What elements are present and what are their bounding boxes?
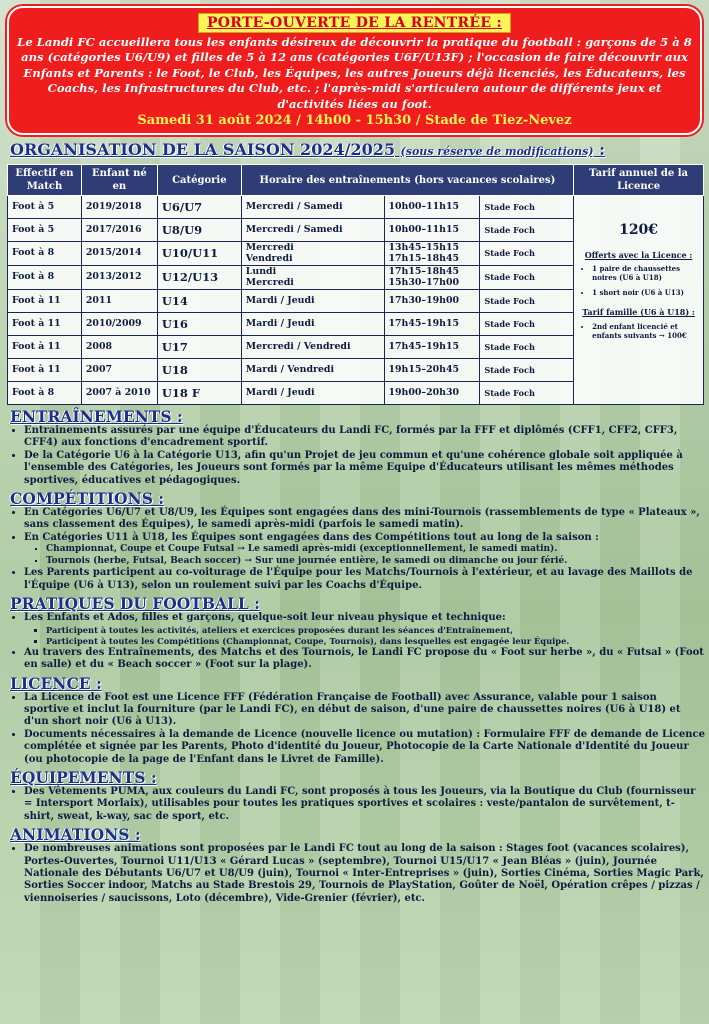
famille-list xyxy=(578,322,699,340)
season-title xyxy=(10,141,705,160)
cell-jours: Mercredi / Samedi xyxy=(241,219,384,242)
cell-heures: 19h15–20h45 xyxy=(384,359,480,382)
cell-lieu: Stade Foch xyxy=(480,266,574,290)
cell-categorie: U18 xyxy=(157,359,241,382)
season-title-suffix: : xyxy=(593,140,605,160)
cell-annee: 2008 xyxy=(81,336,157,359)
cell-annee: 2013/2012 xyxy=(81,266,157,290)
cell-effectif: Foot à 5 xyxy=(8,196,82,219)
table-body xyxy=(8,196,704,405)
cell-categorie: U18 F xyxy=(157,382,241,405)
cell-categorie: U6/U7 xyxy=(157,196,241,219)
cell-annee: 2007 xyxy=(81,359,157,382)
cell-annee: 2017/2016 xyxy=(81,219,157,242)
list-item: • Documents nécessaires à la demande de Licence (nouvelle licence ou mutation) : Formulaire FFF de demande de Licence complétée et signée par les Parents, Photo d'identité du Joueur, Photocopie de la Carte Nationale d'Identité du Joueur (ou photocopie de la page de l'Enfant dans le Livret de Famille). xyxy=(24,729,705,766)
section-list xyxy=(10,425,705,487)
cell-jours: Mardi / Jeudi xyxy=(241,290,384,313)
list-item: • De la Catégorie U6 à la Catégorie U13, afin qu'un Projet de jeu commun et qu'une cohérence globale soit appliquée à l'ensemble des Catégories, les Joueurs sont formés par la même Equipe d'Éducateurs utilisant les mêmes méthodes sportives, éducatives et pédagogiques. xyxy=(24,450,705,487)
cell-effectif: Foot à 11 xyxy=(8,336,82,359)
table-header-row xyxy=(8,165,704,196)
cell-categorie: U17 xyxy=(157,336,241,359)
cell-lieu: Stade Foch xyxy=(480,290,574,313)
cell-jours: Lundi Mercredi xyxy=(241,266,384,290)
cell-effectif: Foot à 11 xyxy=(8,290,82,313)
cell-lieu: Stade Foch xyxy=(480,196,574,219)
list-item: • Les Parents participent au co-voiturage de l'Équipe pour les Matchs/Tournois à l'extérieur, et au lavage des Maillots de l'Équipe (U6 à U13), selon un roulement suivi par les Coachs d'Équipe. xyxy=(24,567,705,592)
cell-jours: Mercredi / Vendredi xyxy=(241,336,384,359)
cell-annee: 2007 à 2010 xyxy=(81,382,157,405)
section-list xyxy=(10,507,705,592)
open-day-banner xyxy=(7,6,702,135)
cell-heures: 17h30–19h00 xyxy=(384,290,480,313)
season-table xyxy=(7,164,704,405)
tarif-price: 120€ xyxy=(619,222,659,239)
cell-lieu: Stade Foch xyxy=(480,382,574,405)
cell-categorie: U14 xyxy=(157,290,241,313)
cell-annee: 2010/2009 xyxy=(81,313,157,336)
cell-effectif: Foot à 5 xyxy=(8,219,82,242)
cell-lieu: Stade Foch xyxy=(480,219,574,242)
cell-jours: Mardi / Jeudi xyxy=(241,382,384,405)
section-list xyxy=(10,692,705,766)
season-title-text: ORGANISATION DE LA SAISON 2024/2025 xyxy=(10,140,395,160)
section xyxy=(10,675,705,766)
section-list xyxy=(10,843,705,905)
list-item: • De nombreuses animations sont proposées par le Landi FC tout au long de la saison : Stages foot (vacances scolaires), Portes-Ouvertes, Tournoi U11/U13 « Gérard Lucas » (septembre), Tournoi U15/U17 « Jean Bléas » (juin), Journée Nationale des Débutants U6/U7 et U8/U9 (juin), Tournoi « Inter-Entreprises » (juin), Sorties Cinéma, Sorties Magic Park, Sorties Soccer indoor, Matchs au Stade Brestois 29, Tournois de PlayStation, Goûter de Noël, Opération crêpes / pizzas / viennoiseries / saucissons, Loto (décembre), Vide-Grenier (février), etc. xyxy=(24,843,705,905)
cell-lieu: Stade Foch xyxy=(480,313,574,336)
cell-heures: 10h00–11h15 xyxy=(384,196,480,219)
cell-effectif: Foot à 11 xyxy=(8,313,82,336)
offerts-list xyxy=(578,264,699,297)
header-tarif: Tarif annuel de la Licence xyxy=(574,165,704,196)
tarif-cell xyxy=(574,196,704,405)
section-title: ANIMATIONS : xyxy=(10,825,141,845)
cell-lieu: Stade Foch xyxy=(480,242,574,266)
banner-title: PORTE-OUVERTE DE LA RENTRÉE : xyxy=(198,13,511,33)
cell-categorie: U12/U13 xyxy=(157,266,241,290)
section-title: COMPÉTITIONS : xyxy=(10,489,165,509)
cell-jours: Mardi / Jeudi xyxy=(241,313,384,336)
list-item: • 2nd enfant licencié et enfants suivants → 100€ xyxy=(592,322,699,340)
banner-date: Samedi 31 août 2024 / 14h00 - 15h30 / Stade de Tiez-Nevez xyxy=(137,113,572,129)
header-categorie: Catégorie xyxy=(157,165,241,196)
cell-heures: 17h45–19h15 xyxy=(384,336,480,359)
section xyxy=(10,490,705,592)
cell-heures: 17h15–18h45 15h30–17h00 xyxy=(384,266,480,290)
cell-effectif: Foot à 11 xyxy=(8,359,82,382)
cell-effectif: Foot à 8 xyxy=(8,242,82,266)
section-title: PRATIQUES DU FOOTBALL : xyxy=(10,594,260,614)
header-effectif: Effectif en Match xyxy=(8,165,82,196)
sub-list-item: ▪ Participent à toutes les Compétitions (Championnat, Coupe, Tournois), dans lesquelles est engagée leur Équipe. xyxy=(46,636,705,647)
cell-effectif: Foot à 8 xyxy=(8,266,82,290)
list-item: • Des Vêtements PUMA, aux couleurs du Landi FC, sont proposés à tous les Joueurs, via la Boutique du Club (fournisseur = Intersport Morlaix), utilisables pour toutes les pratiques sportives et scolaires : veste/pantalon de survêtement, t-shirt, sweat, k-way, sac de sport, etc. xyxy=(24,786,705,823)
banner-text: Le Landi FC accueillera tous les enfants désireux de découvrir la pratique du football : garçons de 5 à 8 ans (catégories U6/U9) et filles de 5 à 12 ans (catégories U6F/U13F) ; l'occasion de faire découvrir aux Enfants et Parents : le Foot, le Club, les Équipes, les autres Joueurs déjà licenciés, les Éducateurs, les Coachs, les Infrastructures du Club, etc. ; l'après-midi s'articulera autour de différents jeux et d'activités liées au foot. xyxy=(17,35,692,111)
cell-jours: Mercredi / Samedi xyxy=(241,196,384,219)
cell-jours: Mercredi Vendredi xyxy=(241,242,384,266)
list-item: • La Licence de Foot est une Licence FFF (Fédération Française de Football) avec Assurance, valable pour 1 saison sportive et inclut la fourniture (par le Landi FC), en début de saison, d'une paire de chaussettes noires (U6 à U18) et d'un short noir (U6 à U13). xyxy=(24,692,705,729)
section xyxy=(10,408,705,487)
sub-list-item: ▪ Tournois (herbe, Futsal, Beach soccer) → Sur une journée entière, le samedi ou dimanche ou jour férié. xyxy=(46,556,705,568)
sub-list xyxy=(24,544,705,567)
offerts-title: Offerts avec la Licence : xyxy=(584,249,693,260)
cell-jours: Mardi / Vendredi xyxy=(241,359,384,382)
cell-heures: 13h45–15h15 17h15–18h45 xyxy=(384,242,480,266)
list-item: • En Catégories U6/U7 et U8/U9, les Équipes sont engagées dans des mini-Tournois (rassemblements de type « Plateaux », sans classement des Équipes), le samedi après-midi (parfois le samedi matin). xyxy=(24,507,705,532)
list-item: • Au travers des Entraînements, des Matchs et des Tournois, le Landi FC propose du « Foot sur herbe », du « Futsal » (Foot en salle) et du « Beach soccer » (Foot sur la plage). xyxy=(24,647,705,672)
cell-annee: 2019/2018 xyxy=(81,196,157,219)
cell-lieu: Stade Foch xyxy=(480,359,574,382)
section-list xyxy=(10,612,705,671)
list-item: • En Catégories U11 à U18, les Équipes sont engagées dans des Compétitions tout au long de la saison : ▪ Championnat, Coupe et Coupe Futsal → Le samedi après-midi (exceptionnellement, le samedi matin). ▪ Tournois (herbe, Futsal, Beach soccer) → Sur une journée entière, le samedi ou dimanche ou jour férié. xyxy=(24,532,705,568)
section-title: ÉQUIPEMENTS : xyxy=(10,767,157,787)
header-enfant: Enfant né en xyxy=(81,165,157,196)
cell-annee: 2011 xyxy=(81,290,157,313)
list-item: • 1 short noir (U6 à U13) xyxy=(592,288,699,297)
season-note: (sous réserve de modifications) xyxy=(400,145,594,159)
section xyxy=(10,769,705,823)
sub-list xyxy=(24,625,705,647)
list-item: • 1 paire de chaussettes noires (U6 à U18) xyxy=(592,264,699,282)
list-item: • Les Enfants et Ados, filles et garçons, quelque-soit leur niveau physique et technique: ▪ Participent à toutes les activités, ateliers et exercices proposées durant les séances d'Entraînement, ▪ Participent à toutes les Compétitions (Championnat, Coupe, Tournois), dans lesquelles est engagée leur Équipe. xyxy=(24,612,705,646)
cell-heures: 19h00–20h30 xyxy=(384,382,480,405)
famille-title: Tarif famille (U6 à U18) : xyxy=(582,307,695,318)
section-title: ENTRAÎNEMENTS : xyxy=(10,407,183,427)
cell-categorie: U16 xyxy=(157,313,241,336)
cell-annee: 2015/2014 xyxy=(81,242,157,266)
section-list xyxy=(10,786,705,823)
header-horaire: Horaire des entraînements (hors vacances scolaires) xyxy=(241,165,573,196)
cell-heures: 10h00–11h15 xyxy=(384,219,480,242)
list-item: • Entrainements assurés par une équipe d'Éducateurs du Landi FC, formés par la FFF et diplômés (CFF1, CFF2, CFF3, CFF4) aux fonctions d'encadrement sportif. xyxy=(24,425,705,450)
cell-lieu: Stade Foch xyxy=(480,336,574,359)
table-row xyxy=(8,196,704,219)
section-title: LICENCE : xyxy=(10,673,102,693)
cell-effectif: Foot à 8 xyxy=(8,382,82,405)
cell-categorie: U8/U9 xyxy=(157,219,241,242)
section xyxy=(10,595,705,671)
info-sections xyxy=(4,408,705,905)
cell-heures: 17h45–19h15 xyxy=(384,313,480,336)
sub-list-item: ▪ Championnat, Coupe et Coupe Futsal → Le samedi après-midi (exceptionnellement, le samedi matin). xyxy=(46,544,705,556)
sub-list-item: ▪ Participent à toutes les activités, ateliers et exercices proposées durant les séances d'Entraînement, xyxy=(46,625,705,636)
section xyxy=(10,826,705,905)
cell-categorie: U10/U11 xyxy=(157,242,241,266)
